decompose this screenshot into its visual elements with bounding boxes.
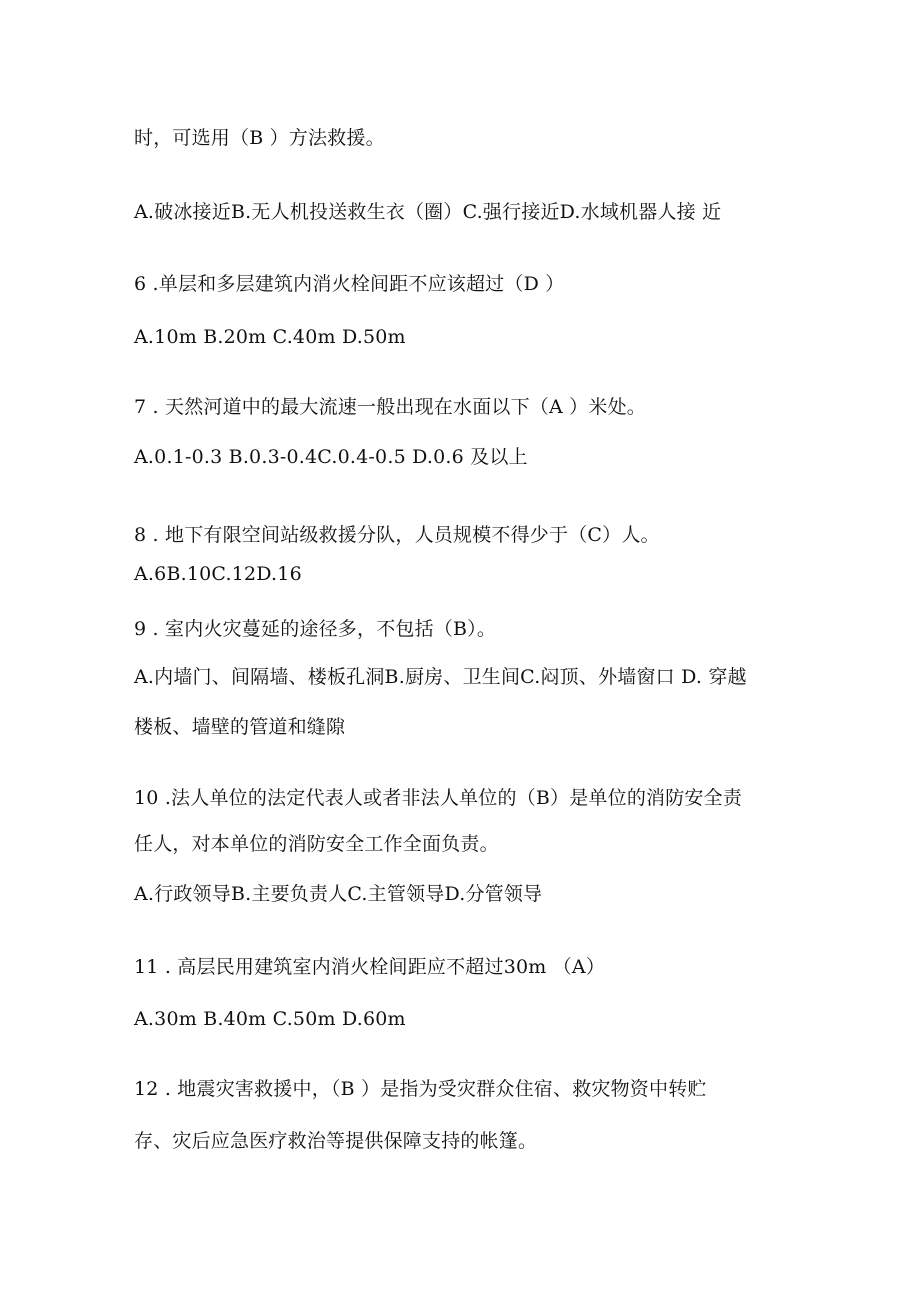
question-8-text: 8 . 地下有限空间站级救援分队，人员规模不得少于（C）人。: [134, 524, 660, 546]
question-10-text-continuation: 任人，对本单位的消防安全工作全面负责。: [134, 833, 499, 855]
question-9-options: A.内墙门、间隔墙、楼板孔洞B.厨房、卫生间C.闷顶、外墙窗口 D. 穿越: [134, 666, 747, 688]
question-7-text: 7 . 天然河道中的最大流速一般出现在水面以下（A ）米处。: [134, 396, 646, 418]
question-5-continuation: 时，可选用（B ）方法救援。: [134, 127, 385, 149]
question-8-options: A.6B.10C.12D.16: [134, 563, 302, 585]
question-9-options-continuation: 楼板、墙壁的管道和缝隙: [134, 716, 346, 738]
question-10-options: A.行政领导B.主要负责人C.主管领导D.分管领导: [134, 883, 543, 905]
question-10-text: 10 .法人单位的法定代表人或者非法人单位的（B）是单位的消防安全责: [134, 787, 743, 809]
question-9-text: 9 . 室内火灾蔓延的途径多，不包括（B）。: [134, 618, 497, 640]
question-12-text-continuation: 存、灾后应急医疗救治等提供保障支持的帐篷。: [134, 1130, 538, 1152]
question-11-text: 11 . 高层民用建筑室内消火栓间距应不超过30m （A）: [134, 956, 606, 978]
question-11-options: A.30m B.40m C.50m D.60m: [134, 1008, 406, 1030]
question-12-text: 12 . 地震灾害救援中，（B ）是指为受灾群众住宿、救灾物资中转贮: [134, 1078, 707, 1100]
question-6-text: 6 .单层和多层建筑内消火栓间距不应该超过（D ）: [134, 273, 565, 295]
question-7-options: A.0.1-0.3 B.0.3-0.4C.0.4-0.5 D.0.6 及以上: [134, 446, 528, 468]
question-5-options: A.破冰接近B.无人机投送救生衣（圈）C.强行接近D.水域机器人接 近: [134, 201, 722, 223]
question-6-options: A.10m B.20m C.40m D.50m: [134, 326, 406, 348]
